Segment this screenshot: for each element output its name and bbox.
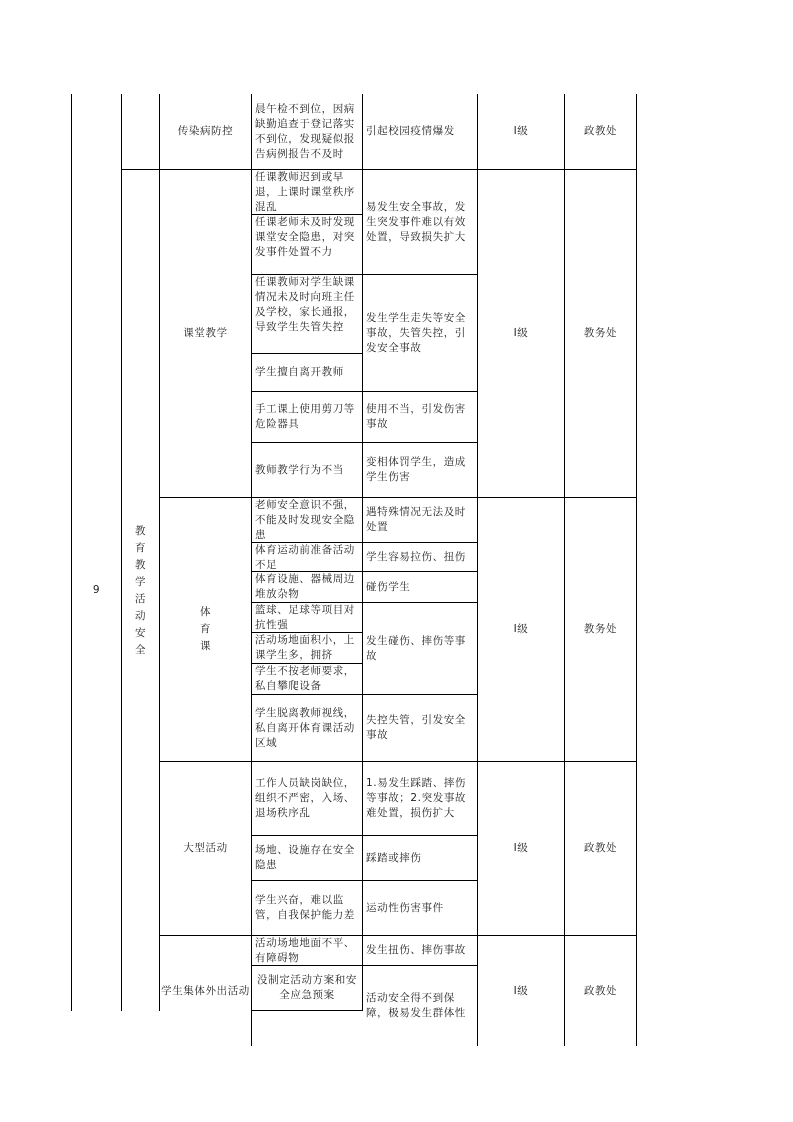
consequence-cell: 运动性伤害事件: [363, 881, 478, 936]
consequence-cell: 学生容易拉伤、扭伤: [363, 543, 478, 572]
risk-cell: 任课老师未及时发现课堂安全隐患，对突发事件处置不力: [252, 215, 363, 275]
level-cell: Ⅰ级: [478, 498, 565, 762]
risk-cell: 活动场地面积小，上课学生多，拥挤: [252, 633, 363, 664]
category-cell: 体育课: [160, 498, 252, 762]
consequence-cell: 引起校园疫情爆发: [363, 94, 478, 170]
consequence-cell: 发生扭伤、摔伤事故: [363, 936, 478, 966]
consequence-cell: 碰伤学生: [363, 572, 478, 603]
sequence-number-cell: 9: [72, 170, 122, 1011]
level-cell: Ⅰ级: [478, 936, 565, 1046]
category-cell: 传染病防控: [160, 94, 252, 170]
consequence-cell: 失控失管，引发安全事故: [363, 695, 478, 762]
level-cell: Ⅰ级: [478, 762, 565, 936]
consequence-cell: 发生碰伤、摔伤等事故: [363, 603, 478, 695]
consequence-cell: 发生学生走失等安全事故，失管失控，引发安全事故: [363, 275, 478, 392]
risk-cell: 活动场地地面不平、有障碍物: [252, 936, 363, 966]
consequence-cell: 变相体罚学生，造成学生伤害: [363, 443, 478, 498]
level-cell: Ⅰ级: [478, 94, 565, 170]
level-cell: Ⅰ级: [478, 170, 565, 498]
dept-cell: 政教处: [565, 762, 637, 936]
category-cell: 课堂教学: [160, 170, 252, 498]
dept-cell: 政教处: [565, 936, 637, 1046]
consequence-cell: 易发生安全事故，发生突发事件难以有效处置，导致损失扩大: [363, 170, 478, 275]
risk-cell: 体育设施、器械周边堆放杂物: [252, 572, 363, 603]
consequence-cell: 活动安全得不到保障，极易发生群体性: [363, 966, 478, 1046]
risk-cell: 篮球、足球等项目对抗性强: [252, 603, 363, 633]
risk-cell: 任课教师迟到或早退，上课时课堂秩序混乱: [252, 170, 363, 215]
table-cell-blank: [122, 94, 160, 170]
consequence-cell: 使用不当，引发伤害事故: [363, 392, 478, 443]
risk-cell: 晨午检不到位，因病缺勤追查于登记落实不到位，发现疑似报告病例报告不及时: [252, 94, 363, 170]
major-category-cell: 教育教学活动安全: [122, 170, 160, 1011]
category-cell: 大型活动: [160, 762, 252, 936]
risk-cell: 手工课上使用剪刀等危险器具: [252, 392, 363, 443]
risk-cell: 学生不按老师要求，私自攀爬设备: [252, 664, 363, 695]
category-cell: 学生集体外出活动: [160, 936, 252, 1046]
risk-cell: 学生脱离教师视线，私自离开体育课活动区域: [252, 695, 363, 762]
dept-cell: 教务处: [565, 498, 637, 762]
risk-cell: 教师教学行为不当: [252, 443, 363, 498]
risk-cell: 任课教师对学生缺课情况未及时向班主任及学校，家长通报，导致学生失管失控: [252, 275, 363, 354]
dept-cell: 教务处: [565, 170, 637, 498]
risk-cell: 学生兴奋，难以监管，自我保护能力差: [252, 881, 363, 936]
consequence-cell: 踩踏或摔伤: [363, 836, 478, 881]
risk-table: [71, 94, 637, 1019]
dept-cell: 政教处: [565, 94, 637, 170]
consequence-cell: 遇特殊情况无法及时处置: [363, 498, 478, 543]
risk-cell: 老师安全意识不强，不能及时发现安全隐患: [252, 498, 363, 543]
risk-cell: 学生擅自离开教师: [252, 354, 363, 392]
risk-cell: 工作人员缺岗缺位，组织不严密，入场、退场秩序乱: [252, 762, 363, 836]
risk-cell: 体育运动前准备活动不足: [252, 543, 363, 572]
consequence-cell: 1.易发生踩踏、摔伤等事故；2.突发事故难处置，损伤扩大: [363, 762, 478, 836]
risk-cell: 没制定活动方案和安全应急预案: [252, 966, 363, 1011]
risk-cell: 场地、设施存在安全隐患: [252, 836, 363, 881]
